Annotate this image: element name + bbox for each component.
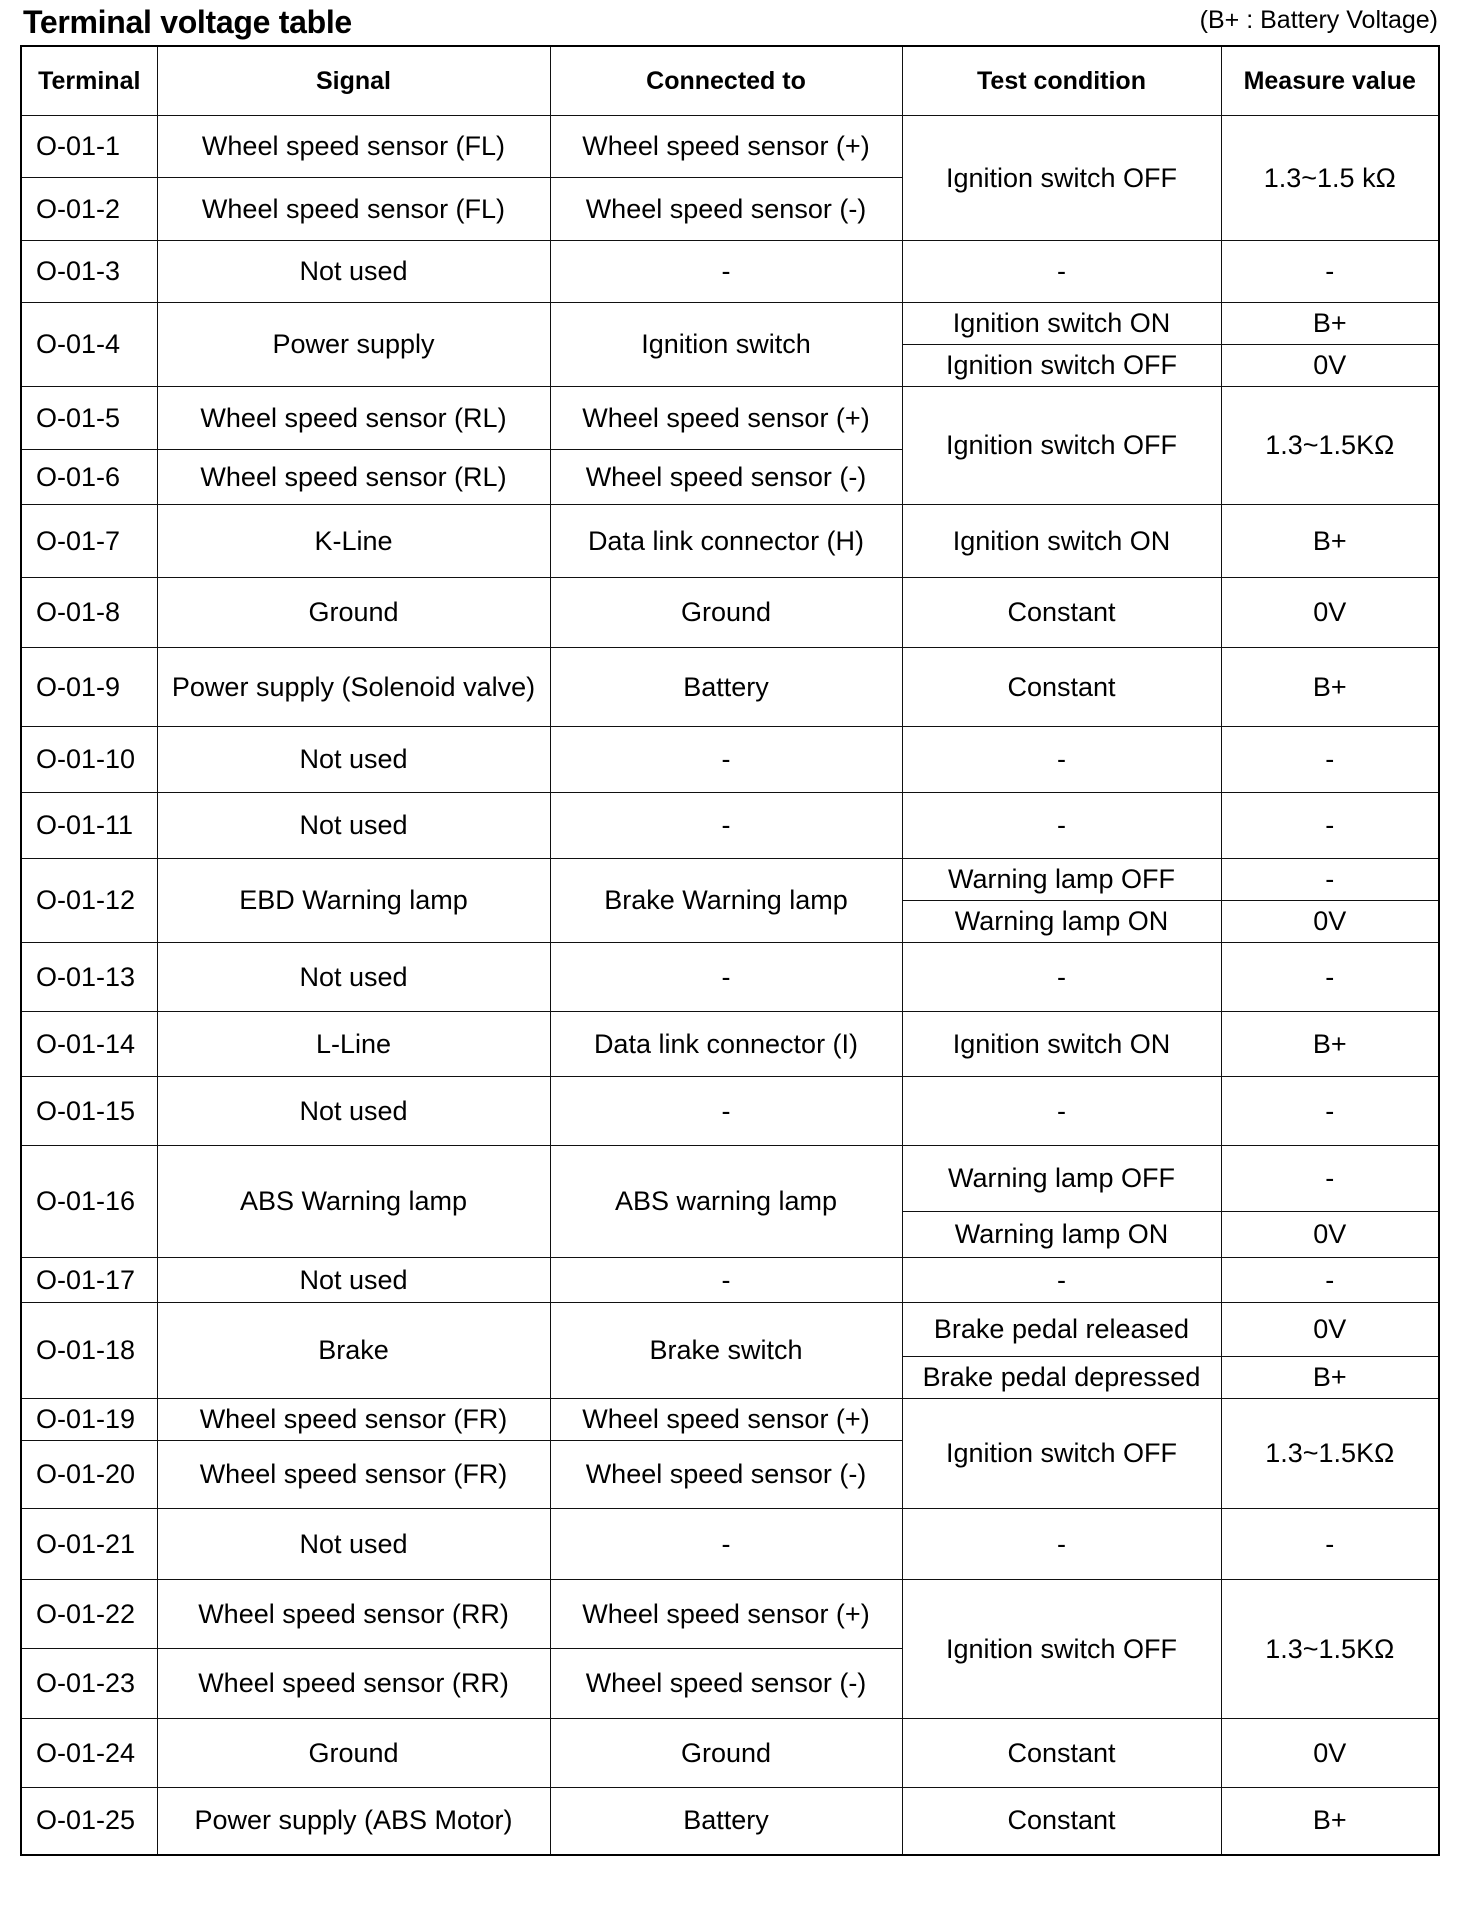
test-condition-cell: Ignition switch OFF xyxy=(902,116,1221,241)
measure-value-cell: - xyxy=(1221,1146,1439,1212)
connected-to-cell: Wheel speed sensor (-) xyxy=(550,178,902,241)
battery-voltage-note: (B+ : Battery Voltage) xyxy=(1199,6,1438,34)
table-row xyxy=(21,1719,1439,1788)
terminal-cell: O-01-18 xyxy=(21,1303,157,1399)
table-row xyxy=(21,1258,1439,1303)
terminal-cell: O-01-5 xyxy=(21,387,157,450)
signal-cell: Brake xyxy=(157,1303,550,1399)
terminal-cell: O-01-10 xyxy=(21,727,157,793)
terminal-cell: O-01-14 xyxy=(21,1012,157,1077)
measure-value-cell: B+ xyxy=(1221,1357,1439,1399)
measure-value-cell: 1.3~1.5KΩ xyxy=(1221,1580,1439,1719)
terminal-cell: O-01-24 xyxy=(21,1719,157,1788)
signal-cell: Power supply (Solenoid valve) xyxy=(157,648,550,727)
test-condition-cell: Constant xyxy=(902,1788,1221,1855)
signal-cell: Wheel speed sensor (RR) xyxy=(157,1649,550,1719)
test-condition-cell: Constant xyxy=(902,578,1221,648)
measure-value-cell: 0V xyxy=(1221,578,1439,648)
table-row xyxy=(21,1580,1439,1649)
connected-to-cell: - xyxy=(550,793,902,859)
test-condition-cell: Warning lamp OFF xyxy=(902,1146,1221,1212)
terminal-cell: O-01-6 xyxy=(21,450,157,505)
terminal-cell: O-01-15 xyxy=(21,1077,157,1146)
signal-cell: K-Line xyxy=(157,505,550,578)
terminal-cell: O-01-11 xyxy=(21,793,157,859)
terminal-cell: O-01-4 xyxy=(21,303,157,387)
test-condition-cell: - xyxy=(902,1509,1221,1580)
test-condition-cell: Constant xyxy=(902,1719,1221,1788)
test-condition-cell: Brake pedal depressed xyxy=(902,1357,1221,1399)
table-row xyxy=(21,241,1439,303)
connected-to-cell: Wheel speed sensor (+) xyxy=(550,1399,902,1441)
signal-cell: Not used xyxy=(157,1509,550,1580)
table-row xyxy=(21,1146,1439,1212)
connected-to-cell: - xyxy=(550,1509,902,1580)
connected-to-cell: Brake switch xyxy=(550,1303,902,1399)
signal-cell: Wheel speed sensor (RL) xyxy=(157,387,550,450)
table-row xyxy=(21,303,1439,345)
signal-cell: Ground xyxy=(157,578,550,648)
connected-to-cell: Ignition switch xyxy=(550,303,902,387)
table-row xyxy=(21,1303,1439,1357)
measure-value-cell: - xyxy=(1221,859,1439,901)
terminal-cell: O-01-25 xyxy=(21,1788,157,1855)
terminal-cell: O-01-23 xyxy=(21,1649,157,1719)
test-condition-cell: - xyxy=(902,727,1221,793)
test-condition-cell: Ignition switch OFF xyxy=(902,1399,1221,1509)
connected-to-cell: Data link connector (H) xyxy=(550,505,902,578)
signal-cell: Wheel speed sensor (RL) xyxy=(157,450,550,505)
signal-cell: Power supply (ABS Motor) xyxy=(157,1788,550,1855)
connected-to-cell: Data link connector (I) xyxy=(550,1012,902,1077)
measure-value-cell: 1.3~1.5 kΩ xyxy=(1221,116,1439,241)
header-row xyxy=(21,46,1439,116)
header-terminal: Terminal xyxy=(21,46,157,116)
signal-cell: ABS Warning lamp xyxy=(157,1146,550,1258)
table-row xyxy=(21,578,1439,648)
test-condition-cell: Ignition switch OFF xyxy=(902,345,1221,387)
connected-to-cell: Wheel speed sensor (-) xyxy=(550,1649,902,1719)
connected-to-cell: - xyxy=(550,943,902,1012)
measure-value-cell: 0V xyxy=(1221,345,1439,387)
terminal-cell: O-01-2 xyxy=(21,178,157,241)
measure-value-cell: B+ xyxy=(1221,648,1439,727)
terminal-cell: O-01-16 xyxy=(21,1146,157,1258)
connected-to-cell: Brake Warning lamp xyxy=(550,859,902,943)
test-condition-cell: Warning lamp OFF xyxy=(902,859,1221,901)
test-condition-cell: - xyxy=(902,1258,1221,1303)
signal-cell: Not used xyxy=(157,727,550,793)
measure-value-cell: 0V xyxy=(1221,1212,1439,1258)
signal-cell: Power supply xyxy=(157,303,550,387)
signal-cell: Not used xyxy=(157,1077,550,1146)
test-condition-cell: Ignition switch OFF xyxy=(902,1580,1221,1719)
connected-to-cell: Wheel speed sensor (+) xyxy=(550,387,902,450)
header-measure-value: Measure value xyxy=(1221,46,1439,116)
table-row xyxy=(21,1399,1439,1441)
table-row xyxy=(21,1012,1439,1077)
terminal-cell: O-01-17 xyxy=(21,1258,157,1303)
measure-value-cell: 0V xyxy=(1221,1303,1439,1357)
table-row xyxy=(21,943,1439,1012)
connected-to-cell: Ground xyxy=(550,1719,902,1788)
terminal-cell: O-01-8 xyxy=(21,578,157,648)
signal-cell: Wheel speed sensor (FR) xyxy=(157,1441,550,1509)
table-row xyxy=(21,1077,1439,1146)
test-condition-cell: Brake pedal released xyxy=(902,1303,1221,1357)
connected-to-cell: - xyxy=(550,1077,902,1146)
measure-value-cell: B+ xyxy=(1221,1012,1439,1077)
test-condition-cell: Ignition switch OFF xyxy=(902,387,1221,505)
test-condition-cell: Constant xyxy=(902,648,1221,727)
measure-value-cell: 0V xyxy=(1221,1719,1439,1788)
signal-cell: Not used xyxy=(157,793,550,859)
test-condition-cell: Ignition switch ON xyxy=(902,1012,1221,1077)
measure-value-cell: - xyxy=(1221,1258,1439,1303)
signal-cell: Wheel speed sensor (FL) xyxy=(157,116,550,178)
measure-value-cell: B+ xyxy=(1221,1788,1439,1855)
test-condition-cell: - xyxy=(902,1077,1221,1146)
header-test-condition: Test condition xyxy=(902,46,1221,116)
connected-to-cell: Battery xyxy=(550,648,902,727)
table-row xyxy=(21,387,1439,450)
connected-to-cell: Ground xyxy=(550,578,902,648)
page-title: Terminal voltage table xyxy=(23,4,352,40)
terminal-cell: O-01-20 xyxy=(21,1441,157,1509)
connected-to-cell: - xyxy=(550,241,902,303)
connected-to-cell: Wheel speed sensor (-) xyxy=(550,450,902,505)
signal-cell: Wheel speed sensor (RR) xyxy=(157,1580,550,1649)
test-condition-cell: Ignition switch ON xyxy=(902,303,1221,345)
terminal-cell: O-01-19 xyxy=(21,1399,157,1441)
table-body xyxy=(21,116,1439,1855)
connected-to-cell: ABS warning lamp xyxy=(550,1146,902,1258)
header-connected-to: Connected to xyxy=(550,46,902,116)
terminal-cell: O-01-21 xyxy=(21,1509,157,1580)
terminal-cell: O-01-7 xyxy=(21,505,157,578)
measure-value-cell: 1.3~1.5KΩ xyxy=(1221,1399,1439,1509)
test-condition-cell: Warning lamp ON xyxy=(902,1212,1221,1258)
measure-value-cell: B+ xyxy=(1221,505,1439,578)
terminal-cell: O-01-3 xyxy=(21,241,157,303)
table-row xyxy=(21,648,1439,727)
measure-value-cell: - xyxy=(1221,727,1439,793)
connected-to-cell: Wheel speed sensor (+) xyxy=(550,116,902,178)
table-row xyxy=(21,1509,1439,1580)
terminal-voltage-table xyxy=(20,45,1440,1856)
test-condition-cell: - xyxy=(902,241,1221,303)
measure-value-cell: 0V xyxy=(1221,901,1439,943)
measure-value-cell: 1.3~1.5KΩ xyxy=(1221,387,1439,505)
signal-cell: L-Line xyxy=(157,1012,550,1077)
terminal-cell: O-01-13 xyxy=(21,943,157,1012)
measure-value-cell: - xyxy=(1221,1509,1439,1580)
terminal-cell: O-01-9 xyxy=(21,648,157,727)
connected-to-cell: Wheel speed sensor (+) xyxy=(550,1580,902,1649)
test-condition-cell: Ignition switch ON xyxy=(902,505,1221,578)
terminal-cell: O-01-1 xyxy=(21,116,157,178)
connected-to-cell: - xyxy=(550,727,902,793)
table-row xyxy=(21,1788,1439,1855)
measure-value-cell: - xyxy=(1221,241,1439,303)
signal-cell: Wheel speed sensor (FL) xyxy=(157,178,550,241)
table-row xyxy=(21,505,1439,578)
measure-value-cell: B+ xyxy=(1221,303,1439,345)
table-row xyxy=(21,859,1439,901)
measure-value-cell: - xyxy=(1221,793,1439,859)
terminal-cell: O-01-22 xyxy=(21,1580,157,1649)
signal-cell: Wheel speed sensor (FR) xyxy=(157,1399,550,1441)
signal-cell: Not used xyxy=(157,1258,550,1303)
measure-value-cell: - xyxy=(1221,943,1439,1012)
measure-value-cell: - xyxy=(1221,1077,1439,1146)
test-condition-cell: Warning lamp ON xyxy=(902,901,1221,943)
header-signal: Signal xyxy=(157,46,550,116)
terminal-cell: O-01-12 xyxy=(21,859,157,943)
signal-cell: Not used xyxy=(157,241,550,303)
table-row xyxy=(21,116,1439,178)
table-row xyxy=(21,793,1439,859)
signal-cell: EBD Warning lamp xyxy=(157,859,550,943)
signal-cell: Ground xyxy=(157,1719,550,1788)
connected-to-cell: Wheel speed sensor (-) xyxy=(550,1441,902,1509)
signal-cell: Not used xyxy=(157,943,550,1012)
test-condition-cell: - xyxy=(902,793,1221,859)
connected-to-cell: Battery xyxy=(550,1788,902,1855)
connected-to-cell: - xyxy=(550,1258,902,1303)
test-condition-cell: - xyxy=(902,943,1221,1012)
table-row xyxy=(21,727,1439,793)
